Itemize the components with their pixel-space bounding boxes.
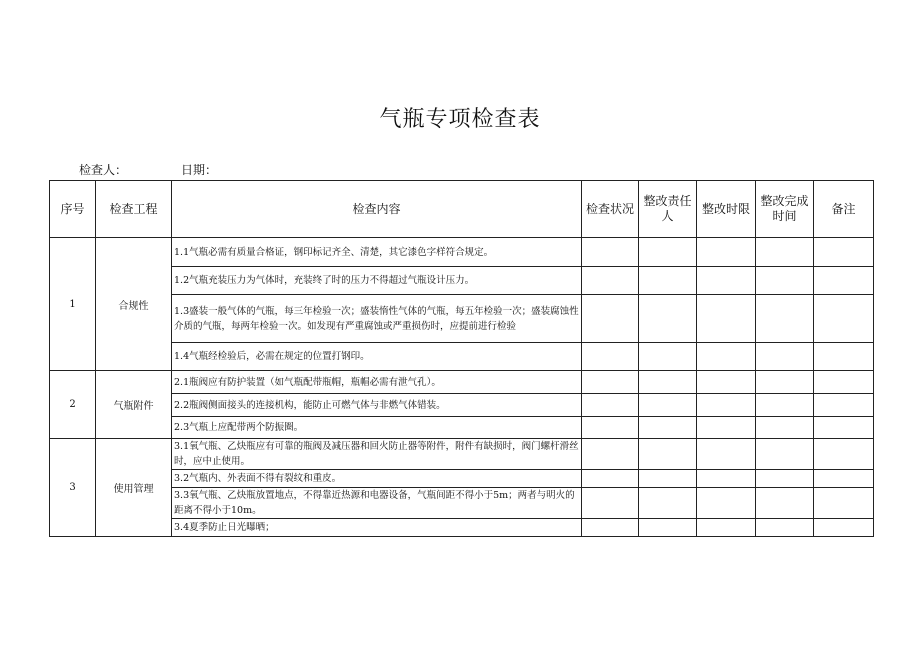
check-item: 1.3盛装一般气体的气瓶，每三年检验一次；盛装惰性气体的气瓶，每五年检验一次；盛装腐蚀性介质的气瓶，每两年检验一次。如发现有严重腐蚀或严重损伤时，应提前进行检验 bbox=[172, 295, 582, 343]
responsible-cell[interactable] bbox=[639, 519, 697, 537]
inspector-label: 检查人： bbox=[79, 163, 128, 177]
header-responsible: 整改责任人 bbox=[639, 181, 697, 238]
completion-cell[interactable] bbox=[756, 343, 814, 371]
header-deadline: 整改时限 bbox=[697, 181, 756, 238]
completion-cell[interactable] bbox=[756, 439, 814, 470]
remarks-cell[interactable] bbox=[814, 470, 874, 488]
remarks-cell[interactable] bbox=[814, 295, 874, 343]
remarks-cell[interactable] bbox=[814, 371, 874, 394]
status-cell[interactable] bbox=[582, 238, 639, 267]
header-row bbox=[50, 181, 874, 238]
status-cell[interactable] bbox=[582, 295, 639, 343]
deadline-cell[interactable] bbox=[697, 470, 756, 488]
check-item: 1.2气瓶充装压力为气体时，充装终了时的压力不得超过气瓶设计压力。 bbox=[172, 267, 582, 295]
header-remarks: 备注 bbox=[814, 181, 874, 238]
table-row bbox=[50, 295, 874, 343]
group-project: 气瓶附件 bbox=[96, 371, 172, 439]
deadline-cell[interactable] bbox=[697, 343, 756, 371]
deadline-cell[interactable] bbox=[697, 295, 756, 343]
status-cell[interactable] bbox=[582, 519, 639, 537]
deadline-cell[interactable] bbox=[697, 519, 756, 537]
date-label: 日期： bbox=[181, 163, 218, 177]
inspection-table bbox=[49, 180, 874, 537]
table-row bbox=[50, 488, 874, 519]
table-row bbox=[50, 439, 874, 470]
deadline-cell[interactable] bbox=[697, 488, 756, 519]
status-cell[interactable] bbox=[582, 267, 639, 295]
table-row bbox=[50, 417, 874, 439]
header-project: 检查工程 bbox=[96, 181, 172, 238]
completion-cell[interactable] bbox=[756, 519, 814, 537]
remarks-cell[interactable] bbox=[814, 267, 874, 295]
deadline-cell[interactable] bbox=[697, 238, 756, 267]
table-row bbox=[50, 267, 874, 295]
responsible-cell[interactable] bbox=[639, 371, 697, 394]
deadline-cell[interactable] bbox=[697, 439, 756, 470]
table-row bbox=[50, 519, 874, 537]
completion-cell[interactable] bbox=[756, 488, 814, 519]
header-content: 检查内容 bbox=[172, 181, 582, 238]
deadline-cell[interactable] bbox=[697, 417, 756, 439]
completion-cell[interactable] bbox=[756, 238, 814, 267]
status-cell[interactable] bbox=[582, 470, 639, 488]
responsible-cell[interactable] bbox=[639, 267, 697, 295]
completion-cell[interactable] bbox=[756, 394, 814, 417]
header-completion: 整改完成时间 bbox=[756, 181, 814, 238]
group-index: 2 bbox=[50, 371, 96, 439]
remarks-cell[interactable] bbox=[814, 488, 874, 519]
group-index: 3 bbox=[50, 439, 96, 537]
header-status: 检查状况 bbox=[582, 181, 639, 238]
status-cell[interactable] bbox=[582, 417, 639, 439]
status-cell[interactable] bbox=[582, 394, 639, 417]
check-item: 2.3气瓶上应配带两个防振圈。 bbox=[172, 417, 582, 439]
remarks-cell[interactable] bbox=[814, 417, 874, 439]
status-cell[interactable] bbox=[582, 488, 639, 519]
responsible-cell[interactable] bbox=[639, 488, 697, 519]
deadline-cell[interactable] bbox=[697, 267, 756, 295]
check-item: 3.1氧气瓶、乙炔瓶应有可靠的瓶阀及减压器和回火防止器等附件，附件有缺损时，阀门螺杆滑丝时，应中止使用。 bbox=[172, 439, 582, 470]
completion-cell[interactable] bbox=[756, 295, 814, 343]
deadline-cell[interactable] bbox=[697, 394, 756, 417]
responsible-cell[interactable] bbox=[639, 439, 697, 470]
check-item: 2.2瓶阀侧面接头的连接机构，能防止可燃气体与非燃气体错装。 bbox=[172, 394, 582, 417]
remarks-cell[interactable] bbox=[814, 238, 874, 267]
completion-cell[interactable] bbox=[756, 470, 814, 488]
responsible-cell[interactable] bbox=[639, 343, 697, 371]
remarks-cell[interactable] bbox=[814, 343, 874, 371]
group-index: 1 bbox=[50, 238, 96, 371]
responsible-cell[interactable] bbox=[639, 295, 697, 343]
page-title: 气瓶专项检查表 bbox=[379, 107, 541, 132]
remarks-cell[interactable] bbox=[814, 394, 874, 417]
group-project: 合规性 bbox=[96, 238, 172, 371]
header-index: 序号 bbox=[50, 181, 96, 238]
responsible-cell[interactable] bbox=[639, 238, 697, 267]
check-item: 3.3氧气瓶、乙炔瓶放置地点，不得靠近热源和电器设备，气瓶间距不得小于5m；两者与明火的距离不得小于10m。 bbox=[172, 488, 582, 519]
completion-cell[interactable] bbox=[756, 371, 814, 394]
status-cell[interactable] bbox=[582, 343, 639, 371]
table-row bbox=[50, 470, 874, 488]
table-row bbox=[50, 394, 874, 417]
check-item: 3.4夏季防止日光曝晒； bbox=[172, 519, 582, 537]
check-item: 1.4气瓶经检验后，必需在规定的位置打钢印。 bbox=[172, 343, 582, 371]
table-row bbox=[50, 371, 874, 394]
responsible-cell[interactable] bbox=[639, 417, 697, 439]
check-item: 1.1气瓶必需有质量合格证，钢印标记齐全、清楚，其它漆色字样符合规定。 bbox=[172, 238, 582, 267]
table-row bbox=[50, 343, 874, 371]
table-row bbox=[50, 238, 874, 267]
remarks-cell[interactable] bbox=[814, 439, 874, 470]
status-cell[interactable] bbox=[582, 439, 639, 470]
completion-cell[interactable] bbox=[756, 267, 814, 295]
check-item: 3.2气瓶内、外表面不得有裂纹和重皮。 bbox=[172, 470, 582, 488]
status-cell[interactable] bbox=[582, 371, 639, 394]
remarks-cell[interactable] bbox=[814, 519, 874, 537]
check-item: 2.1瓶阀应有防护装置（如气瓶配带瓶帽，瓶帽必需有泄气孔）。 bbox=[172, 371, 582, 394]
responsible-cell[interactable] bbox=[639, 394, 697, 417]
responsible-cell[interactable] bbox=[639, 470, 697, 488]
completion-cell[interactable] bbox=[756, 417, 814, 439]
deadline-cell[interactable] bbox=[697, 371, 756, 394]
group-project: 使用管理 bbox=[96, 439, 172, 537]
